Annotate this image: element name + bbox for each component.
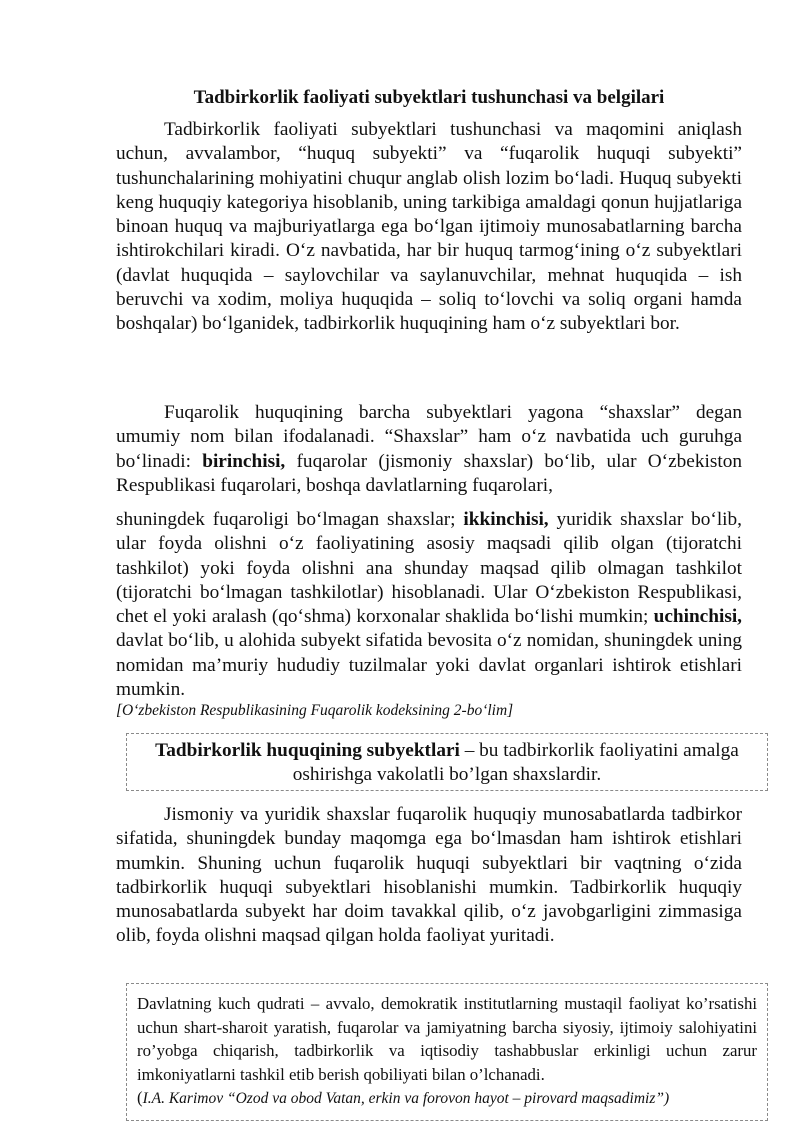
bold-term-third: uchinchisi,	[653, 606, 742, 628]
paragraph-text: fuqarolar (jismoniy shaxslar) bo‘lib, ular O‘zbekiston Respublikasi fuqarolari, boshqa davlatlarning fuqarolari,	[116, 450, 742, 496]
paragraph-text: Fuqarolik huquqining barcha subyektlari yagona “shaxslar” degan umumiy nom bilan ifodalanadi. “Shaxslar” ham o‘z navbatida uch guruhga bo‘linadi:	[116, 402, 742, 472]
definition-term: Tadbirkorlik huquqining subyektlari	[155, 740, 460, 761]
paragraph-text: shuningdek fuqaroligi bo‘lmagan shaxslar;	[116, 509, 464, 530]
paragraph-text: davlat bo‘lib, u alohida subyekt sifatida bevosita o‘z nomidan, shuningdek uning nomidan ma’muriy hududiy tuzilmalar yoki davlat organlari ishtirok etishlari mumkin.	[116, 630, 742, 701]
section-title: Tadbirkorlik faoliyati subyektlari tushunchasi va belgilari	[193, 87, 665, 108]
source-reference: [O‘zbekiston Respublikasining Fuqarolik kodeksining 2-bo‘lim]	[116, 702, 514, 719]
paragraph-text: yuridik shaxslar bo‘lib, ular foyda olishni o‘z faoliyatining asosiy maqsadi qilib olgan (tijoratchi tashkilot) yoki foyda olishni ana shunday maqsad qilib olmagan tashkilot (tijoratchi bo‘lmagan tashkilotlar) hisoblanadi. Ular O‘zbekiston Respublikasi, chet el yoki aralash (qo‘shma) korxonalar shaklida bo‘lishi mumkin;	[116, 509, 742, 628]
paragraph-participants: Jismoniy va yuridik shaxslar fuqarolik huquqiy munosabatlarda tadbirkor sifatida, shuningdek bunday maqomga ega bo‘lmasdan ham ishtirok etishlari mumkin. Shuning uchun fuqarolik huquqi subyektlari bir vaqtning o‘zida tadbirkorlik huquqi subyektlari hisoblanishi mumkin. Tadbirkorlik huquqiy munosabatlarda subyekt har doim tavakkal qilib, o‘z javobgarligini zimmasiga olib, foyda olishni maqsad qilgan holda faoliyat yuritadi.	[116, 804, 742, 947]
paragraph-persons-groups	[116, 401, 742, 498]
bold-term-second: ikkinchisi,	[463, 509, 549, 530]
quote-box	[126, 983, 768, 1121]
definition-box	[126, 733, 768, 791]
bold-term-first: birinchisi,	[202, 450, 286, 472]
quote-paragraph	[137, 992, 757, 1111]
quote-text: Davlatning kuch qudrati – avvalo, demokratik institutlarning mustaqil faoliyat ko’rsatishi uchun shart-sharoit yaratish, fuqarolar va jamiyatning barcha siyosiy, ijtimoiy salohiyatini ro’yobga chiqarish, tadbirkorlik va iqtisodiy tashabbuslar erkinligi uchun zarur imkoniyatlarni tashkil etib berish qobiliyati bilan o’lchanadi.	[137, 994, 757, 1084]
definition-text: – bu tadbirkorlik faoliyatini amalga oshirishga vakolatli bo’lgan shaxslardir.	[292, 740, 739, 786]
paragraph-subject-concept: Tadbirkorlik faoliyati subyektlari tushunchasi va maqomini aniqlash uchun, avvalambor, “huquq subyekti” va “fuqarolik huquqi subyekti” tushunchalarining mohiyatini chuqur anglab olish lozim bo‘ladi. Huquq subyekti keng huquqiy kategoriya hisoblanib, uning tarkibiga amaldagi qonun hujjatlariga binoan huquq va majburiyatlarga ega bo‘lgan ijtimoiy munosabatlarning barcha ishtirokchilari kiradi. O‘z navbatida, har bir huquq tarmog‘ining o‘z subyektlari (davlat huquqida – saylovchilar va saylanuvchilar, mehnat huquqida – ish beruvchi va xodim, moliya huquqida – soliq to‘lovchi va soliq organi hamda boshqalar) bo‘lganidek, tadbirkorlik huquqining ham o‘z subyektlari bor.	[116, 119, 742, 335]
paragraph-legal-entities	[116, 508, 742, 702]
quote-citation: I.A. Karimov “Ozod va obod Vatan, erkin va forovon hayot – pirovard maqsadimiz”)	[142, 1090, 670, 1107]
quote-cite-open: (	[137, 1088, 143, 1107]
